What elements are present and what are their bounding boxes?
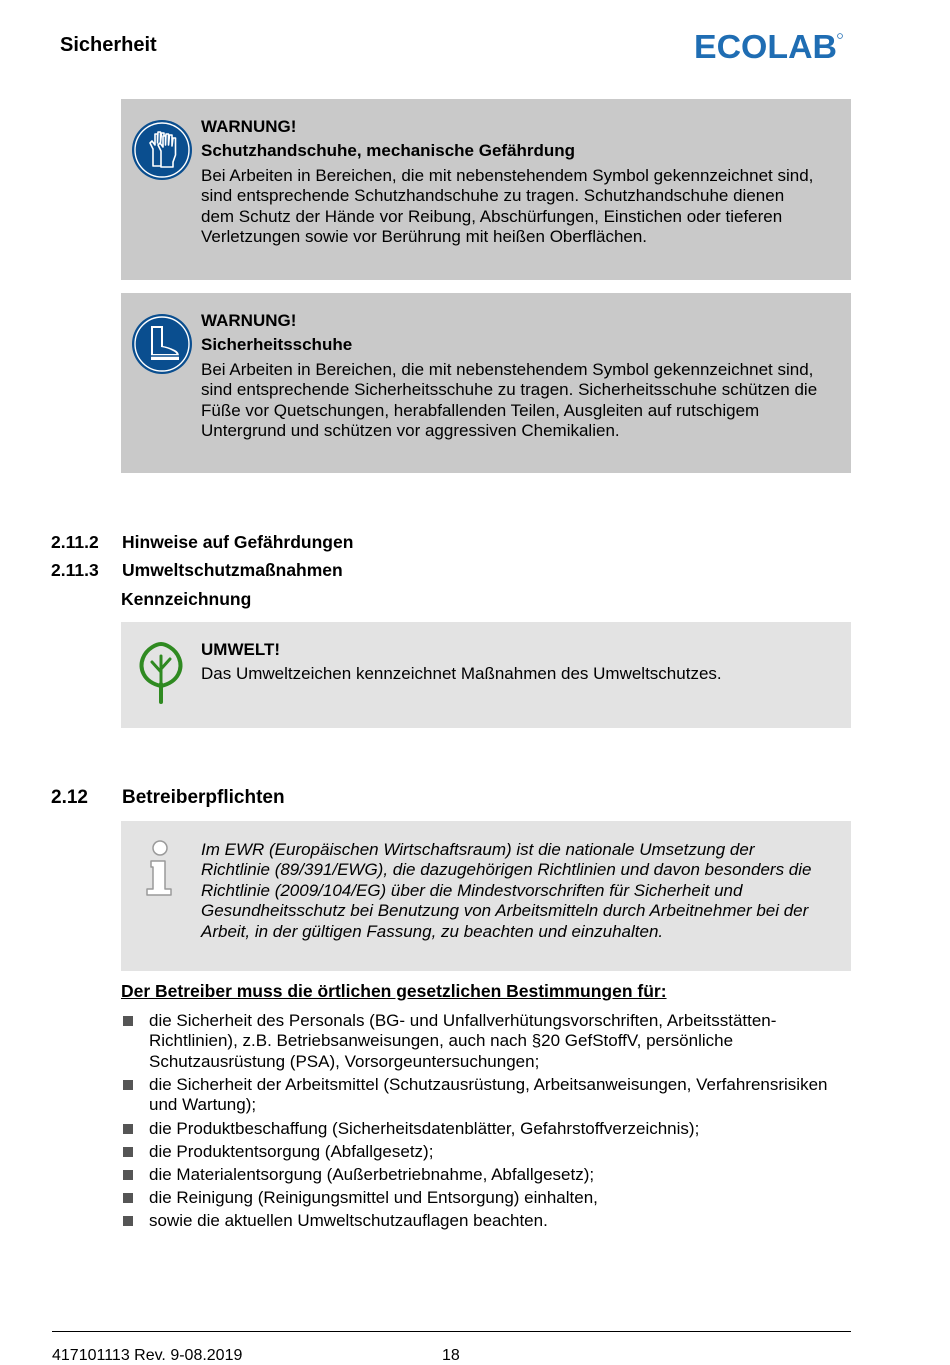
list-item: sowie die aktuellen Umweltschutzauflagen beachten. [121,1211,841,1231]
safety-boot-icon [131,313,193,375]
gloves-icon [131,119,193,181]
environment-box [121,622,851,728]
list-item: die Produktentsorgung (Abfallgesetz); [121,1142,841,1162]
list-item: die Reinigung (Reinigungsmittel und Entsorgung) einhalten, [121,1188,841,1208]
ecolab-logo [694,30,844,62]
environment-signal-word: UMWELT! [201,640,280,659]
bullet-square-icon [123,1124,133,1134]
info-box [121,821,851,971]
list-item: die Materialentsorgung (Außerbetriebnahme, Abfallgesetz); [121,1165,841,1185]
info-body: Im EWR (Europäischen Wirtschaftsraum) ist die nationale Umsetzung der Richtlinie (89/391/EWG), die dazugehörigen Richtlinien und davon besonders die Richtlinie (2009/104/EG) über die Mindestvorschriften für Sicherheit und Gesundheitsschutz bei Benutzung von Arbeitsmitteln durch Arbeitnehmer bei der Arbeit, in der gültigen Fassung, zu beachten und einzuhalten. [201,840,812,941]
bullet-square-icon [123,1147,133,1157]
operator-duties-list [121,1011,841,1235]
bullet-square-icon [123,1216,133,1226]
bullet-square-icon [123,1016,133,1026]
warning-body: Bei Arbeiten in Bereichen, die mit nebenstehendem Symbol gekennzeichnet sind, sind entsprechende Schutzhandschuhe zu tragen. Schutzhandschuhe dienen dem Schutz der Hände vor Reibung, Abschürfungen, Einstichen oder tieferen Verletzungen sowie vor Berührung mit heißen Oberflächen. [201,165,814,247]
warning-subtitle: Sicherheitsschuhe [201,335,353,355]
list-item: die Sicherheit der Arbeitsmittel (Schutzausrüstung, Arbeitsanweisungen, Verfahrensrisiken und Wartung); [121,1075,841,1116]
bullet-square-icon [123,1193,133,1203]
warning-signal-word: WARNUNG! [201,117,297,136]
document-number: 417101113 Rev. 9-08.2019 [52,1347,243,1364]
section-title: Hinweise auf Gefährdungen [122,532,354,552]
warning-body: Bei Arbeiten in Bereichen, die mit nebenstehendem Symbol gekennzeichnet sind, sind entsprechende Sicherheitsschuhe zu tragen. Sicherheitsschuhe schützen die Füße vor Quetschungen, herabfallenden Teilen, Ausgleiten auf rutschigem Untergrund und schützen vor aggressiven Chemikalien. [201,359,818,441]
tree-icon [137,642,185,704]
page-number: 18 [442,1347,460,1364]
list-item: die Sicherheit des Personals (BG- und Unfallverhütungsvorschriften, Arbeitsstätten-Richtlinien), z.B. Betriebsanweisungen, auch nach §20 GefStoffV, persönliche Schutzausrüstung (PSA), Vorsorgeuntersuchungen; [121,1011,841,1072]
subheading-kennzeichnung: Kennzeichnung [121,589,252,609]
bullet-square-icon [123,1170,133,1180]
bullet-square-icon [123,1080,133,1090]
section-number: 2.11.3 [51,560,99,580]
operator-duties-lead: Der Betreiber muss die örtlichen gesetzlichen Bestimmungen für: [121,981,667,1001]
logo-text: ECOLAB [694,30,837,62]
section-number: 2.11.2 [51,532,99,552]
section-number: 2.12 [51,787,88,808]
warning-signal-word: WARNUNG! [201,311,297,330]
section-title: Umweltschutzmaßnahmen [122,560,343,580]
list-item: die Produktbeschaffung (Sicherheitsdatenblätter, Gefahrstoffverzeichnis); [121,1119,841,1139]
info-icon [143,839,177,897]
environment-body: Das Umweltzeichen kennzeichnet Maßnahmen des Umweltschutzes. [201,664,722,684]
page-title: Sicherheit [60,34,157,56]
warning-box-gloves [121,99,851,280]
footer-divider [52,1331,851,1332]
section-title: Betreiberpflichten [122,787,285,808]
warning-subtitle: Schutzhandschuhe, mechanische Gefährdung [201,141,576,161]
warning-box-safety-shoes [121,293,851,473]
